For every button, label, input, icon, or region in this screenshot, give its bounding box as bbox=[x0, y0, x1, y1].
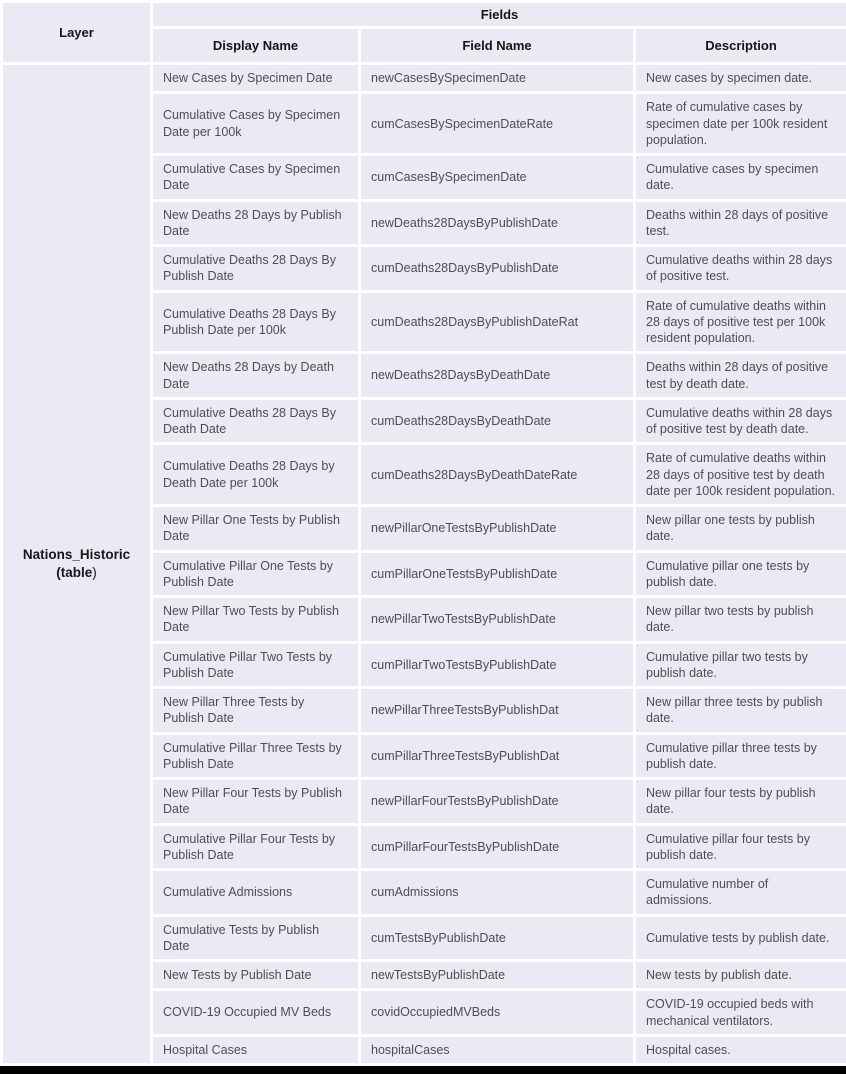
column-header-field-name: Field Name bbox=[360, 28, 635, 64]
display-name-cell: New Cases by Specimen Date bbox=[152, 64, 360, 93]
description-cell: Cumulative cases by specimen date. bbox=[635, 155, 846, 201]
field-name-cell: cumDeaths28DaysByPublishDate bbox=[360, 246, 635, 292]
description-cell: New pillar one tests by publish date. bbox=[635, 506, 846, 552]
description-cell: Cumulative pillar two tests by publish date. bbox=[635, 642, 846, 688]
field-name-cell: cumDeaths28DaysByPublishDateRat bbox=[360, 291, 635, 353]
field-name-cell: cumAdmissions bbox=[360, 870, 635, 916]
display-name-cell: Cumulative Deaths 28 Days By Death Date bbox=[152, 398, 360, 444]
description-cell: New pillar three tests by publish date. bbox=[635, 688, 846, 734]
field-name-cell: cumPillarThreeTestsByPublishDat bbox=[360, 733, 635, 779]
field-name-cell: cumDeaths28DaysByDeathDate bbox=[360, 398, 635, 444]
fields-table-body bbox=[2, 64, 846, 1065]
display-name-cell: Cumulative Cases by Specimen Date per 100k bbox=[152, 93, 360, 155]
column-header-description: Description bbox=[635, 28, 846, 64]
description-cell: Rate of cumulative deaths within 28 days of positive test per 100k resident population. bbox=[635, 291, 846, 353]
description-cell: Deaths within 28 days of positive test. bbox=[635, 200, 846, 246]
description-cell: Cumulative pillar four tests by publish date. bbox=[635, 824, 846, 870]
field-name-cell: cumPillarTwoTestsByPublishDate bbox=[360, 642, 635, 688]
display-name-cell: New Pillar Three Tests by Publish Date bbox=[152, 688, 360, 734]
field-name-cell: hospitalCases bbox=[360, 1035, 635, 1064]
description-cell: New pillar two tests by publish date. bbox=[635, 597, 846, 643]
display-name-cell: Cumulative Deaths 28 Days By Publish Date bbox=[152, 246, 360, 292]
layer-cell bbox=[2, 64, 152, 1065]
fields-table-header bbox=[2, 2, 846, 64]
description-cell: Cumulative tests by publish date. bbox=[635, 915, 846, 961]
layer-column-header: Layer bbox=[2, 2, 152, 64]
display-name-cell: COVID-19 Occupied MV Beds bbox=[152, 990, 360, 1036]
display-name-cell: New Pillar Four Tests by Publish Date bbox=[152, 779, 360, 825]
description-cell: Cumulative number of admissions. bbox=[635, 870, 846, 916]
field-name-cell: newTestsByPublishDate bbox=[360, 961, 635, 990]
display-name-cell: New Deaths 28 Days by Publish Date bbox=[152, 200, 360, 246]
display-name-cell: Cumulative Tests by Publish Date bbox=[152, 915, 360, 961]
description-cell: Cumulative pillar three tests by publish date. bbox=[635, 733, 846, 779]
description-cell: Rate of cumulative cases by specimen date per 100k resident population. bbox=[635, 93, 846, 155]
description-cell: Cumulative deaths within 28 days of positive test. bbox=[635, 246, 846, 292]
field-name-cell: cumCasesBySpecimenDate bbox=[360, 155, 635, 201]
bottom-border-bar bbox=[0, 1066, 846, 1074]
display-name-cell: Cumulative Deaths 28 Days by Death Date per 100k bbox=[152, 444, 360, 506]
description-cell: Hospital cases. bbox=[635, 1035, 846, 1064]
field-name-cell: covidOccupiedMVBeds bbox=[360, 990, 635, 1036]
display-name-cell: New Deaths 28 Days by Death Date bbox=[152, 353, 360, 399]
description-cell: New cases by specimen date. bbox=[635, 64, 846, 93]
fields-group-header: Fields bbox=[152, 2, 846, 28]
field-name-cell: newCasesBySpecimenDate bbox=[360, 64, 635, 93]
description-cell: Rate of cumulative deaths within 28 days of positive test by death date per 100k resident population. bbox=[635, 444, 846, 506]
description-cell: New tests by publish date. bbox=[635, 961, 846, 990]
layer-type: (table) bbox=[7, 564, 146, 582]
description-cell: New pillar four tests by publish date. bbox=[635, 779, 846, 825]
display-name-cell: New Pillar Two Tests by Publish Date bbox=[152, 597, 360, 643]
description-cell: Deaths within 28 days of positive test by death date. bbox=[635, 353, 846, 399]
field-name-cell: newPillarOneTestsByPublishDate bbox=[360, 506, 635, 552]
description-cell: COVID-19 occupied beds with mechanical ventilators. bbox=[635, 990, 846, 1036]
display-name-cell: New Pillar One Tests by Publish Date bbox=[152, 506, 360, 552]
field-name-cell: cumTestsByPublishDate bbox=[360, 915, 635, 961]
display-name-cell: Cumulative Pillar Four Tests by Publish Date bbox=[152, 824, 360, 870]
field-name-cell: newPillarThreeTestsByPublishDat bbox=[360, 688, 635, 734]
display-name-cell: Cumulative Admissions bbox=[152, 870, 360, 916]
display-name-cell: Cumulative Pillar Two Tests by Publish Date bbox=[152, 642, 360, 688]
table-row bbox=[2, 64, 846, 93]
field-name-cell: cumDeaths28DaysByDeathDateRate bbox=[360, 444, 635, 506]
field-name-cell: newDeaths28DaysByPublishDate bbox=[360, 200, 635, 246]
field-name-cell: newPillarFourTestsByPublishDate bbox=[360, 779, 635, 825]
description-cell: Cumulative deaths within 28 days of positive test by death date. bbox=[635, 398, 846, 444]
description-cell: Cumulative pillar one tests by publish date. bbox=[635, 551, 846, 597]
field-name-cell: newDeaths28DaysByDeathDate bbox=[360, 353, 635, 399]
display-name-cell: Cumulative Deaths 28 Days By Publish Date per 100k bbox=[152, 291, 360, 353]
display-name-cell: Cumulative Pillar Three Tests by Publish Date bbox=[152, 733, 360, 779]
field-name-cell: cumCasesBySpecimenDateRate bbox=[360, 93, 635, 155]
display-name-cell: Cumulative Pillar One Tests by Publish Date bbox=[152, 551, 360, 597]
field-name-cell: newPillarTwoTestsByPublishDate bbox=[360, 597, 635, 643]
display-name-cell: Hospital Cases bbox=[152, 1035, 360, 1064]
display-name-cell: Cumulative Cases by Specimen Date bbox=[152, 155, 360, 201]
field-name-cell: cumPillarFourTestsByPublishDate bbox=[360, 824, 635, 870]
column-header-display-name: Display Name bbox=[152, 28, 360, 64]
layer-name: Nations_Historic bbox=[7, 546, 146, 564]
field-name-cell: cumPillarOneTestsByPublishDate bbox=[360, 551, 635, 597]
display-name-cell: New Tests by Publish Date bbox=[152, 961, 360, 990]
